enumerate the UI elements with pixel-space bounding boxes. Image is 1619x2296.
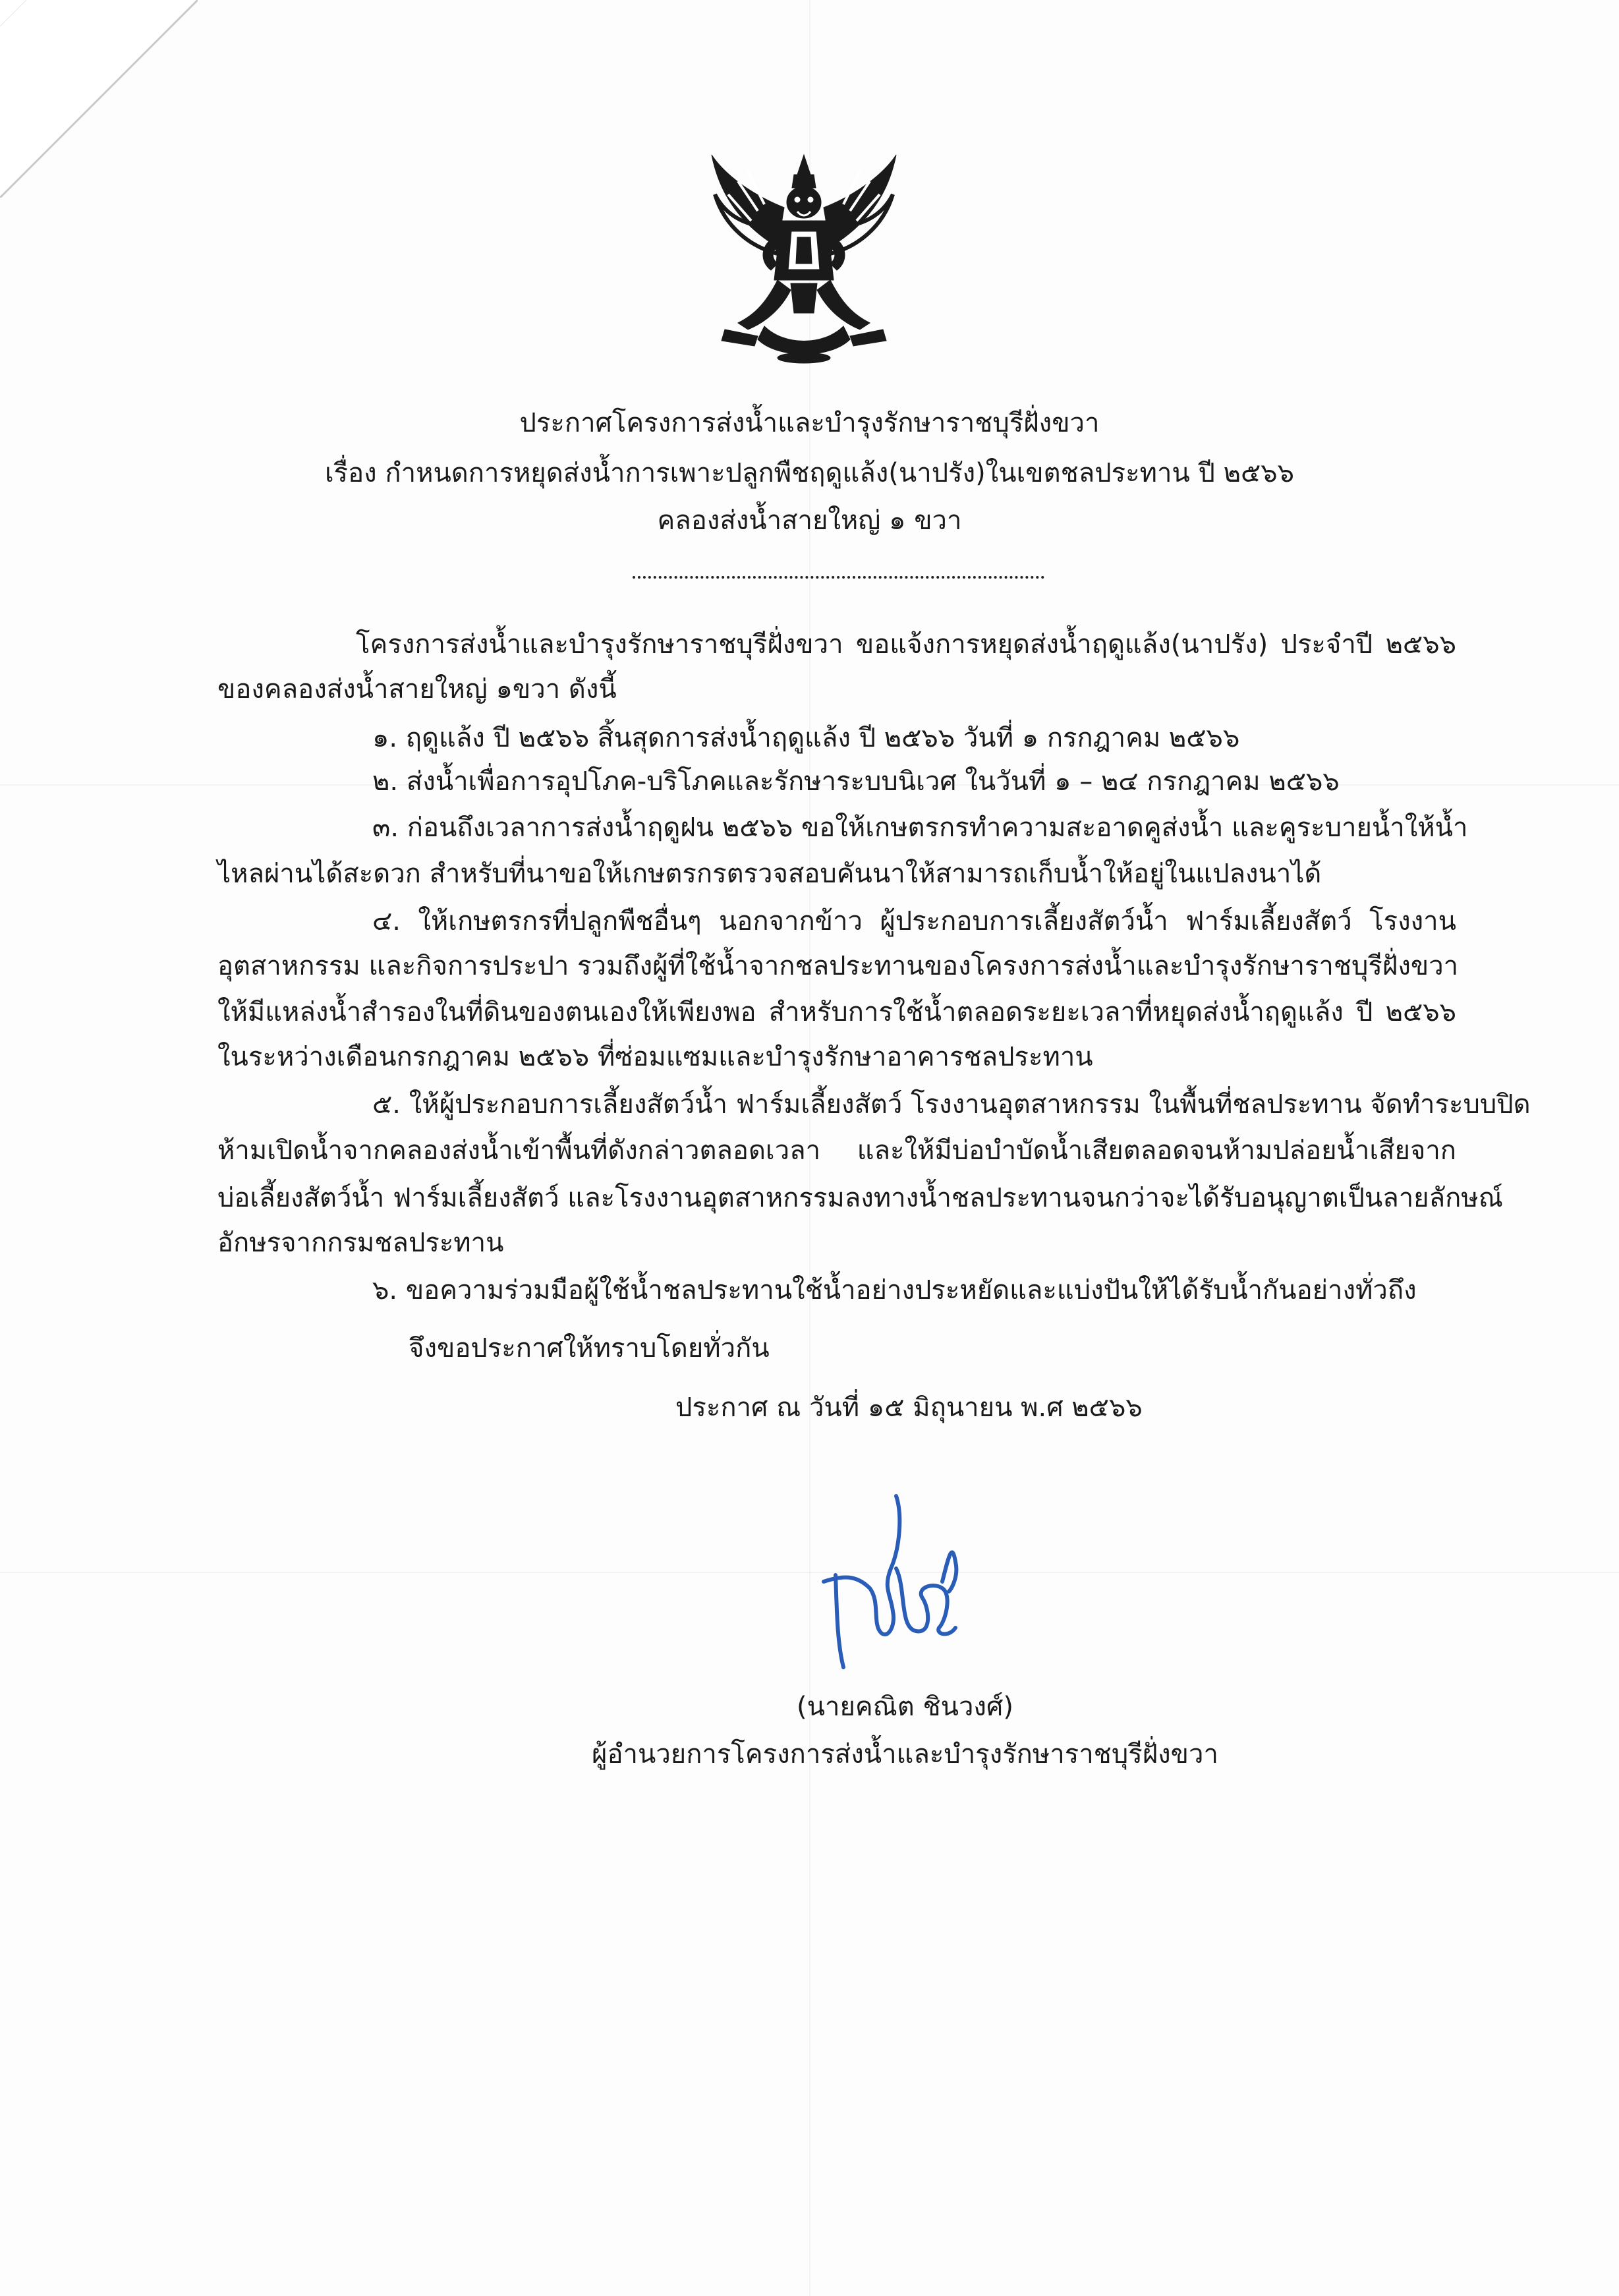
- list-item-4-cont: ในระหว่างเดือนกรกฎาคม ๒๕๖๖ ที่ซ่อมแซมและบำรุงรักษาอาคารชลประทาน: [217, 1042, 1093, 1072]
- subject-line: เรื่อง กำหนดการหยุดส่งน้ำการเพาะปลูกพืชฤดูแล้ง(นาปรัง)ในเขตชลประทาน ปี ๒๕๖๖: [324, 458, 1294, 488]
- list-item-4-cont: ให้มีแหล่งน้ำสำรองในที่ดินของตนเองให้เพียงพอ สำหรับการใช้น้ำตลอดระยะเวลาที่หยุดส่งน้ำฤดูแล้ง ปี ๒๕๖๖: [217, 997, 1456, 1027]
- list-item-5: ๕. ให้ผู้ประกอบการเลี้ยงสัตว์น้ำ ฟาร์มเลี้ยงสัตว์ โรงงานอุตสาหกรรม ในพื้นที่ชลประทาน จัดทำระบบปิด: [372, 1089, 1531, 1120]
- handwritten-signature: [817, 1476, 988, 1674]
- list-item-4-cont: อุตสาหกรรม และกิจการประปา รวมถึงผู้ที่ใช้น้ำจากชลประทานของโครงการส่งน้ำและบำรุงรักษาราชบุรีฝั่งขวา: [217, 951, 1459, 981]
- signatory-name: (นายคณิต ชินวงศ์): [797, 1692, 1013, 1722]
- list-item-3-cont: ไหลผ่านได้สะดวก สำหรับที่นาขอให้เกษตรกรตรวจสอบคันนาให้สามารถเก็บน้ำให้อยู่ในแปลงนาได้: [217, 859, 1322, 889]
- list-item-5-cont: บ่อเลี้ยงสัตว์น้ำ ฟาร์มเลี้ยงสัตว์ และโรงงานอุตสาหกรรมลงทางน้ำชลประทานจนกว่าจะได้รับอนุญาตเป็นลายลักษณ์: [217, 1183, 1503, 1213]
- dog-ear-corner: [0, 0, 198, 198]
- canal-line: คลองส่งน้ำสายใหญ่ ๑ ขวา: [657, 505, 962, 536]
- list-item-5-cont: ห้ามเปิดน้ำจากคลองส่งน้ำเข้าพื้นที่ดังกล่าวตลอดเวลา และให้มีบ่อบำบัดน้ำเสียตลอดจนห้ามปล่อยน้ำเสียจาก: [217, 1135, 1456, 1166]
- issuer-title: ประกาศโครงการส่งน้ำและบำรุงรักษาราชบุรีฝั่งขวา: [519, 408, 1100, 438]
- list-item-3: ๓. ก่อนถึงเวลาการส่งน้ำฤดูฝน ๒๕๖๖ ขอให้เกษตรกรทำความสะอาดคูส่งน้ำ และคูระบายน้ำให้น้ำ: [372, 813, 1468, 843]
- list-item-4: ๔. ให้เกษตรกรที่ปลูกพืชอื่นๆ นอกจากข้าว ผู้ประกอบการเลี้ยงสัตว์น้ำ ฟาร์มเลี้ยงสัตว์ โรงงาน: [372, 906, 1456, 936]
- list-item-6: ๖. ขอความร่วมมือผู้ใช้น้ำชลประทานใช้น้ำอย่างประหยัดและแบ่งปันให้ได้รับน้ำกันอย่างทั่วถึง: [372, 1275, 1417, 1306]
- dotted-separator: [633, 571, 1044, 579]
- list-item-5-cont: อักษรจากกรมชลประทาน: [217, 1228, 504, 1258]
- intro-paragraph-line: โครงการส่งน้ำและบำรุงรักษาราชบุรีฝั่งขวา ขอแจ้งการหยุดส่งน้ำฤดูแล้ง(นาปรัง) ประจำปี ๒๕๖๖: [356, 629, 1456, 660]
- list-item-1: ๑. ฤดูแล้ง ปี ๒๕๖๖ สิ้นสุดการส่งน้ำฤดูแล้ง ปี ๒๕๖๖ วันที่ ๑ กรกฎาคม ๒๕๖๖: [372, 723, 1240, 753]
- date-line: ประกาศ ณ วันที่ ๑๕ มิถุนายน พ.ศ ๒๕๖๖: [675, 1392, 1143, 1423]
- closing-line: จึงขอประกาศให้ทราบโดยทั่วกัน: [409, 1333, 770, 1363]
- garuda-emblem-icon: [698, 148, 909, 366]
- list-item-2: ๒. ส่งน้ำเพื่อการอุปโภค-บริโภคและรักษาระบบนิเวศ ในวันที่ ๑ – ๒๔ กรกฎาคม ๒๕๖๖: [372, 766, 1340, 797]
- intro-paragraph-line: ของคลองส่งน้ำสายใหญ่ ๑ขวา ดังนี้: [217, 674, 617, 704]
- signatory-position: ผู้อำนวยการโครงการส่งน้ำและบำรุงรักษาราชบุรีฝั่งขวา: [592, 1739, 1218, 1769]
